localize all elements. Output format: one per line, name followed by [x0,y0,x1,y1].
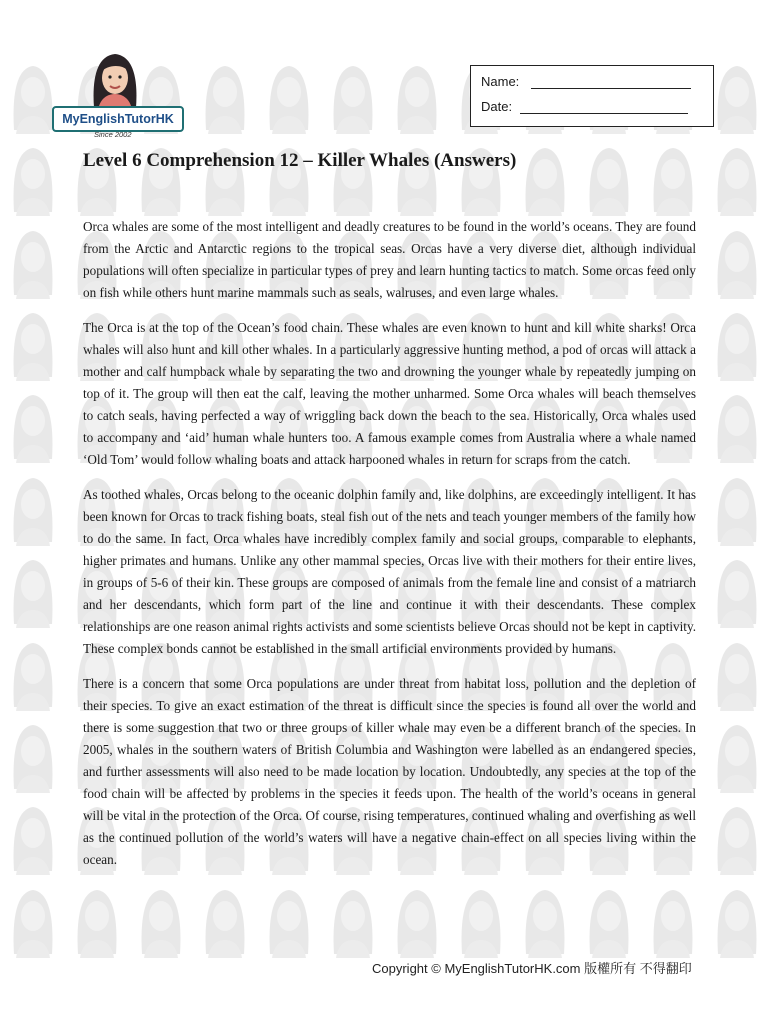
watermark-face-icon [708,884,766,958]
watermark-face-icon [4,801,62,875]
watermark-face-icon [196,884,254,958]
logo-brand: MyEnglishTutorHK [52,106,184,132]
watermark-face-icon [4,142,62,216]
watermark-face-icon [4,719,62,793]
watermark-face-icon [132,884,190,958]
watermark-face-icon [708,389,766,463]
logo-since: Since 2002 [94,130,132,139]
watermark-face-icon [580,142,638,216]
paragraph-4: There is a concern that some Orca populations are under threat from habitat loss, pollution and the depletion of their species. To give an exact estimation of the threat is difficult since the species is found all over the world and there is some suggestion that two or three groups of killer whale may even be a different branch of the species. In 2005, whales in the southern waters of British Columbia and Washington were labelled as an endangered species, and further assessments will also need to be made location by location. Undoubtedly, any species at the top of the food chain will be affected by problems in the species it feeds upon. The health of the world’s oceans in general will be vital in the protection of the Orca. Of course, rising temperatures, continued whaling and overfishing as well as the continued pollution of the world’s waters will have a negative chain-effect on all species living within the ocean. [83,676,696,867]
date-line [520,99,688,114]
logo [50,50,188,142]
watermark-face-icon [260,884,318,958]
paragraph-1: Orca whales are some of the most intelligent and deadly creatures to be found in the world’s oceans. They are found from the Arctic and Antarctic regions to the tropical seas. Orcas have a very diverse diet, although individual populations will often specialize in particular types of prey and learn hunting tactics to match. Some orcas feed only on fish while others hunt marine mammals such as seals, walruses, and even large whales. [83,219,696,300]
name-label: Name: [481,74,520,89]
watermark-face-icon [708,225,766,299]
name-field [481,74,691,89]
watermark-face-icon [708,719,766,793]
page-title: Level 6 Comprehension 12 – Killer Whales (Answers) [83,150,517,171]
paragraph-2: The Orca is at the top of the Ocean’s food chain. These whales are even known to hunt and kill white sharks! Orca whales will also hunt and kill other whales. In a particularly aggressive hunting method, a pod of orcas will attack a mother and calf humpback whale by separating the two and drowning the younger whale by repeatedly jumping on top of it. The group will then eat the calf, leaving the mother unharmed. Some Orca whales will beach themselves to catch seals, having perfected a way of wriggling back down the beach to the sea. Historically, Orca whales used to accompany and ‘aid’ human whale hunters too. A famous example comes from Australia where a whale named ‘Old Tom’ would follow whaling boats and attack harpooned whales in return for scraps from the catch. [83,320,696,467]
watermark-face-icon [4,554,62,628]
date-label: Date: [481,99,513,114]
watermark-face-icon [4,389,62,463]
watermark-face-icon [4,225,62,299]
name-date-box [470,65,714,127]
copyright-footer: Copyright © MyEnglishTutorHK.com 版權所有 不得翻印 [372,961,692,976]
watermark-face-icon [708,60,766,134]
watermark-face-icon [644,142,702,216]
watermark-face-icon [388,60,446,134]
article-body [83,216,696,884]
watermark-face-icon [68,884,126,958]
watermark-face-icon [4,472,62,546]
watermark-face-icon [196,60,254,134]
watermark-face-icon [4,637,62,711]
paragraph-3: As toothed whales, Orcas belong to the oceanic dolphin family and, like dolphins, are exceedingly intelligent. It has been known for Orcas to track fishing boats, steal fish out of the nets and teach younger members of the family how to do the same. In fact, Orca whales have incredibly complex family and social groups, comparable to elephants, higher primates and humans. Unlike any other mammal species, Orcas live with their mothers for their entire lives, in groups of 5-6 of their kin. These groups are composed of animals from the female line and consist of a matriarch and her descendants, which form part of the line and continue it with their descendants. These complex relationships are one reason animal rights activists and some scientists believe Orcas should not be kept in captivity. These complex bonds cannot be established in the small artificial environments provided by humans. [83,487,696,656]
watermark-face-icon [708,472,766,546]
watermark-face-icon [324,60,382,134]
watermark-face-icon [516,142,574,216]
watermark-face-icon [516,884,574,958]
watermark-face-icon [708,637,766,711]
watermark-face-icon [708,142,766,216]
watermark-face-icon [708,801,766,875]
name-line [531,74,691,89]
date-field [481,99,688,114]
watermark-face-icon [708,554,766,628]
watermark-face-icon [580,884,638,958]
watermark-face-icon [260,60,318,134]
watermark-face-icon [4,307,62,381]
watermark-face-icon [452,884,510,958]
watermark-face-icon [708,307,766,381]
watermark-face-icon [4,884,62,958]
watermark-face-icon [324,884,382,958]
watermark-face-icon [388,884,446,958]
tutor-avatar-icon [84,50,146,110]
watermark-face-icon [644,884,702,958]
